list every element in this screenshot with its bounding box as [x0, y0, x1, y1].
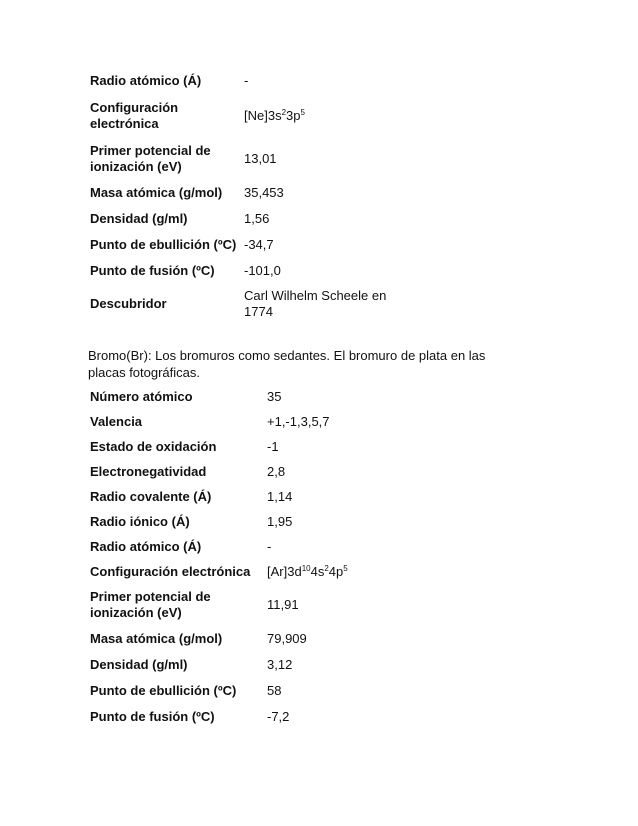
bromine-properties-table	[88, 384, 428, 730]
property-value: 11,91	[267, 597, 299, 612]
table-row	[88, 652, 428, 678]
property-value: 79,909	[267, 631, 307, 646]
table-row	[88, 459, 428, 484]
table-row	[88, 704, 428, 730]
table-row	[88, 509, 428, 534]
property-label: Punto de ebullición (ºC)	[90, 237, 237, 252]
property-value: 58	[267, 683, 282, 698]
table-row	[88, 258, 418, 284]
property-label: Número atómico	[90, 388, 193, 404]
table-row	[88, 584, 428, 626]
property-label: Configuración electrónica	[90, 100, 179, 131]
chlorine-properties-table	[88, 68, 418, 324]
table-row	[88, 94, 418, 138]
property-label: Descubridor	[90, 296, 167, 311]
property-value: 1,14	[267, 488, 293, 504]
property-label: Primer potencial de ionización (eV)	[90, 589, 211, 620]
table-row	[88, 409, 428, 434]
property-value: -1	[267, 438, 279, 454]
property-label: Estado de oxidación	[90, 438, 217, 454]
property-value: +1,-1,3,5,7	[267, 413, 330, 429]
table-row	[88, 206, 418, 232]
property-label: Electronegatividad	[90, 463, 207, 479]
property-value: 3,12	[267, 657, 293, 672]
property-label: Radio atómico (Á)	[90, 73, 202, 88]
table-row	[88, 626, 428, 652]
property-label: Masa atómica (g/mol)	[90, 185, 223, 200]
table-row	[88, 559, 428, 584]
property-value: 2,8	[267, 463, 286, 479]
property-value: -101,0	[244, 263, 281, 278]
property-value: $[Ne]3s^23p^5$	[244, 108, 305, 123]
property-label: Densidad (g/ml)	[90, 657, 188, 672]
property-label: Primer potencial de ionización (eV)	[90, 143, 211, 174]
property-label: Punto de ebullición (ºC)	[90, 683, 237, 698]
property-value: Carl Wilhelm Scheele en 1774	[244, 288, 387, 319]
property-value: -	[267, 538, 272, 554]
table-row	[88, 68, 418, 94]
table-row	[88, 678, 428, 704]
property-value: 1,56	[244, 211, 270, 226]
property-label: Radio atómico (Á)	[90, 538, 202, 554]
property-label: Valencia	[90, 413, 143, 429]
table-row	[88, 384, 428, 409]
table-row	[88, 484, 428, 509]
table-row	[88, 138, 418, 180]
property-value: 13,01	[244, 151, 277, 166]
table-row	[88, 534, 428, 559]
property-label: Densidad (g/ml)	[90, 211, 188, 226]
table-row	[88, 284, 418, 324]
property-label: Configuración electrónica	[90, 563, 251, 579]
property-label: Masa atómica (g/mol)	[90, 631, 223, 646]
property-value: -7,2	[267, 709, 290, 724]
property-label: Punto de fusión (ºC)	[90, 263, 215, 278]
table-row	[88, 232, 418, 258]
property-value: 35	[267, 388, 282, 404]
property-value: 1,95	[267, 513, 293, 529]
property-value: -34,7	[244, 237, 274, 252]
property-value: 35,453	[244, 185, 284, 200]
bromine-intro-paragraph: Bromo(Br): Los bromuros como sedantes. El bromuro de plata en las placas fotográficas.	[88, 348, 486, 380]
table-row	[88, 180, 418, 206]
property-label: Punto de fusión (ºC)	[90, 709, 215, 724]
property-label: Radio covalente (Á)	[90, 488, 212, 504]
table-row	[88, 434, 428, 459]
property-value: $[Ar]3d^{10}4s^24p^5$	[267, 563, 348, 579]
property-value: -	[244, 73, 249, 88]
property-label: Radio iónico (Á)	[90, 513, 190, 529]
